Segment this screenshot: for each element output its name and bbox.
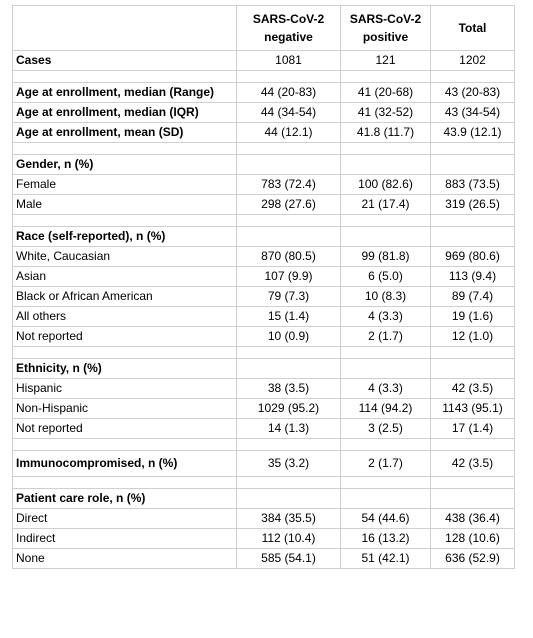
positive-value: 121 — [341, 51, 431, 71]
negative-value: 107 (9.9) — [237, 267, 341, 287]
table-row — [13, 379, 515, 399]
row-label: Non-Hispanic — [13, 399, 237, 419]
table-row — [13, 419, 515, 439]
negative-value: 15 (1.4) — [237, 307, 341, 327]
table-row — [13, 123, 515, 143]
total-value: 319 (26.5) — [431, 195, 515, 215]
spacer-row — [13, 347, 515, 359]
header-total: Total — [431, 6, 515, 51]
positive-value: 4 (3.3) — [341, 307, 431, 327]
row-label: Not reported — [13, 419, 237, 439]
total-value: 12 (1.0) — [431, 327, 515, 347]
negative-value: 79 (7.3) — [237, 287, 341, 307]
row-label: Direct — [13, 509, 237, 529]
positive-value: 4 (3.3) — [341, 379, 431, 399]
row-label: Age at enrollment, mean (SD) — [13, 123, 237, 143]
table-container — [12, 5, 515, 569]
spacer-cell — [13, 439, 237, 451]
table-body — [13, 6, 515, 569]
table-row — [13, 359, 515, 379]
total-value: 42 (3.5) — [431, 451, 515, 477]
total-value: 42 (3.5) — [431, 379, 515, 399]
total-value: 1143 (95.1) — [431, 399, 515, 419]
spacer-cell — [237, 215, 341, 227]
row-label: Hispanic — [13, 379, 237, 399]
spacer-cell — [431, 347, 515, 359]
total-value: 89 (7.4) — [431, 287, 515, 307]
negative-value: 1081 — [237, 51, 341, 71]
negative-value: 44 (20-83) — [237, 83, 341, 103]
negative-value: 10 (0.9) — [237, 327, 341, 347]
positive-value: 3 (2.5) — [341, 419, 431, 439]
total-value: 438 (36.4) — [431, 509, 515, 529]
negative-value: 38 (3.5) — [237, 379, 341, 399]
total-value: 1202 — [431, 51, 515, 71]
positive-value: 41 (20-68) — [341, 83, 431, 103]
negative-value: 384 (35.5) — [237, 509, 341, 529]
spacer-cell — [341, 439, 431, 451]
negative-value: 35 (3.2) — [237, 451, 341, 477]
negative-value: 783 (72.4) — [237, 175, 341, 195]
total-value: 43.9 (12.1) — [431, 123, 515, 143]
table-row — [13, 529, 515, 549]
positive-value: 16 (13.2) — [341, 529, 431, 549]
table-row — [13, 509, 515, 529]
row-label: Patient care role, n (%) — [13, 489, 237, 509]
row-label: Female — [13, 175, 237, 195]
row-label: None — [13, 549, 237, 569]
total-value: 969 (80.6) — [431, 247, 515, 267]
positive-value: 41.8 (11.7) — [341, 123, 431, 143]
table-row — [13, 155, 515, 175]
spacer-cell — [341, 71, 431, 83]
negative-value — [237, 489, 341, 509]
negative-value: 1029 (95.2) — [237, 399, 341, 419]
spacer-cell — [431, 215, 515, 227]
spacer-cell — [237, 143, 341, 155]
row-label: Race (self-reported), n (%) — [13, 227, 237, 247]
header-negative-line2: negative — [264, 30, 313, 44]
header-empty-cell — [13, 6, 237, 51]
row-label: Indirect — [13, 529, 237, 549]
row-label: Asian — [13, 267, 237, 287]
spacer-cell — [13, 477, 237, 489]
header-positive-line1: SARS-CoV-2 — [349, 12, 422, 26]
positive-value: 114 (94.2) — [341, 399, 431, 419]
total-value: 43 (34-54) — [431, 103, 515, 123]
row-label: Age at enrollment, median (IQR) — [13, 103, 237, 123]
positive-value — [341, 359, 431, 379]
negative-value: 44 (34-54) — [237, 103, 341, 123]
table-row — [13, 247, 515, 267]
positive-value: 21 (17.4) — [341, 195, 431, 215]
negative-value: 112 (10.4) — [237, 529, 341, 549]
total-value: 113 (9.4) — [431, 267, 515, 287]
positive-value — [341, 489, 431, 509]
negative-value: 298 (27.6) — [237, 195, 341, 215]
spacer-row — [13, 215, 515, 227]
positive-value: 41 (32-52) — [341, 103, 431, 123]
spacer-row — [13, 143, 515, 155]
spacer-row — [13, 439, 515, 451]
spacer-cell — [237, 71, 341, 83]
negative-value — [237, 155, 341, 175]
table-row — [13, 227, 515, 247]
positive-value — [341, 227, 431, 247]
row-label: Not reported — [13, 327, 237, 347]
total-value: 636 (52.9) — [431, 549, 515, 569]
spacer-cell — [341, 347, 431, 359]
header-positive-line2: positive — [362, 30, 409, 44]
spacer-cell — [431, 477, 515, 489]
total-value: 43 (20-83) — [431, 83, 515, 103]
header-positive — [341, 6, 431, 51]
negative-value: 585 (54.1) — [237, 549, 341, 569]
spacer-cell — [341, 143, 431, 155]
negative-value: 44 (12.1) — [237, 123, 341, 143]
spacer-cell — [431, 439, 515, 451]
table-row — [13, 287, 515, 307]
positive-value: 54 (44.6) — [341, 509, 431, 529]
spacer-row — [13, 71, 515, 83]
table-row — [13, 195, 515, 215]
negative-value: 14 (1.3) — [237, 419, 341, 439]
total-value: 17 (1.4) — [431, 419, 515, 439]
total-value — [431, 155, 515, 175]
total-value: 883 (73.5) — [431, 175, 515, 195]
header-row — [13, 6, 515, 51]
negative-value — [237, 359, 341, 379]
spacer-cell — [237, 439, 341, 451]
row-label: Black or African American — [13, 287, 237, 307]
positive-value: 99 (81.8) — [341, 247, 431, 267]
positive-value: 51 (42.1) — [341, 549, 431, 569]
header-negative-line1: SARS-CoV-2 — [252, 12, 325, 26]
positive-value: 6 (5.0) — [341, 267, 431, 287]
table-row — [13, 327, 515, 347]
spacer-cell — [341, 477, 431, 489]
demographics-table — [12, 5, 515, 569]
row-label: White, Caucasian — [13, 247, 237, 267]
header-negative — [237, 6, 341, 51]
spacer-row — [13, 477, 515, 489]
table-row — [13, 83, 515, 103]
total-value: 19 (1.6) — [431, 307, 515, 327]
table-row — [13, 399, 515, 419]
row-label: Cases — [13, 51, 237, 71]
row-label: Ethnicity, n (%) — [13, 359, 237, 379]
table-row — [13, 103, 515, 123]
spacer-cell — [13, 215, 237, 227]
total-value — [431, 489, 515, 509]
positive-value: 100 (82.6) — [341, 175, 431, 195]
table-row — [13, 267, 515, 287]
table-row — [13, 307, 515, 327]
spacer-cell — [237, 347, 341, 359]
row-label: Gender, n (%) — [13, 155, 237, 175]
spacer-cell — [341, 215, 431, 227]
row-label: Age at enrollment, median (Range) — [13, 83, 237, 103]
positive-value — [341, 155, 431, 175]
spacer-cell — [431, 143, 515, 155]
spacer-cell — [13, 71, 237, 83]
table-row — [13, 489, 515, 509]
spacer-cell — [13, 347, 237, 359]
table-row — [13, 451, 515, 477]
positive-value: 2 (1.7) — [341, 451, 431, 477]
table-row — [13, 175, 515, 195]
spacer-cell — [237, 477, 341, 489]
total-value — [431, 359, 515, 379]
negative-value: 870 (80.5) — [237, 247, 341, 267]
spacer-cell — [431, 71, 515, 83]
table-row — [13, 549, 515, 569]
total-value — [431, 227, 515, 247]
row-label: All others — [13, 307, 237, 327]
table-row — [13, 51, 515, 71]
row-label: Male — [13, 195, 237, 215]
row-label: Immunocompromised, n (%) — [13, 451, 237, 477]
positive-value: 2 (1.7) — [341, 327, 431, 347]
total-value: 128 (10.6) — [431, 529, 515, 549]
negative-value — [237, 227, 341, 247]
spacer-cell — [13, 143, 237, 155]
positive-value: 10 (8.3) — [341, 287, 431, 307]
